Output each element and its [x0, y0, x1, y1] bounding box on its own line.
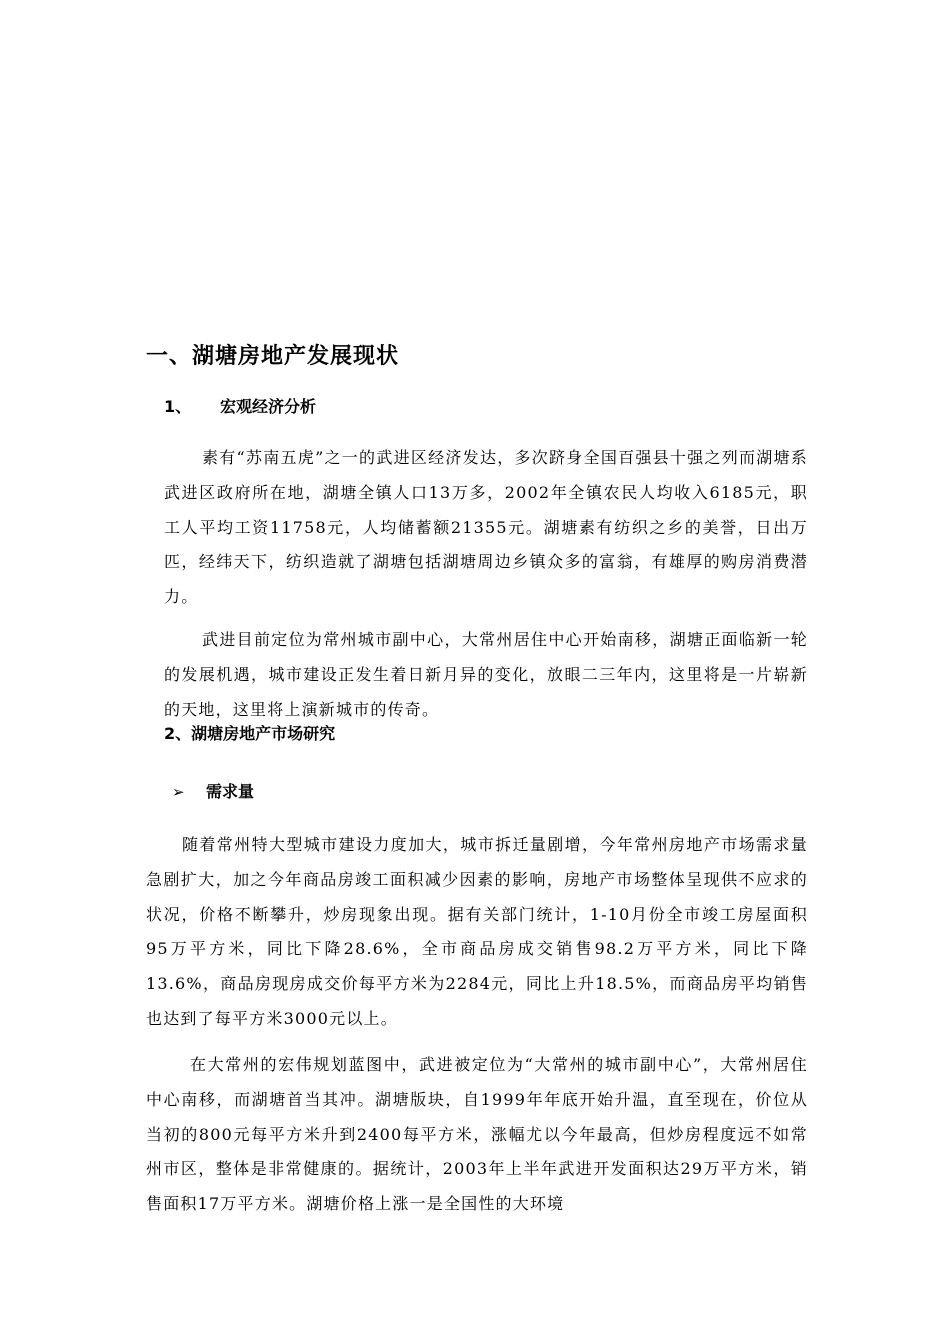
subsection-heading-macro — [164, 395, 316, 419]
subsection-title: 宏观经济分析 — [220, 397, 317, 416]
arrow-bullet-icon: ➢ — [172, 783, 185, 801]
section-title: 一、湖塘房地产发展现状 — [146, 344, 400, 369]
paragraph-macro-2: 武进目前定位为常州城市副中心，大常州居住中心开始南移，湖塘正面临新一轮的发展机遇，城市建设正发生着日新月异的变化，放眼二三年内，这里将是一片崭新的天地，这里将上演新城市的传奇。 — [164, 630, 808, 719]
paragraph-demand-1: 随着常州特大型城市建设力度加大，城市拆迁量剧增，今年常州房地产市场需求量急剧扩大，加之今年商品房竣工面积减少因素的影响，房地产市场整体呈现供不应求的状况，价格不断攀升，炒房现象出现。据有关部门统计，1-10月份全市竣工房屋面积95万平方米，同比下降28.6%，全市商品房成交销售98.2万平方米，同比下降13.6%，商品房现房成交价每平方米为2284元，同比上升18.5%，而商品房平均销售也达到了每平方米3000元以上。 — [146, 835, 808, 1028]
paragraph-macro-1: 素有“苏南五虎”之一的武进区经济发达，多次跻身全国百强县十强之列而湖塘系武进区政府所在地，湖塘全镇人口13万多，2002年全镇农民人均收入6185元，职工人平均工资11758元，人均储蓄额21355元。湖塘素有纺织之乡的美誉，日出万匹，经纬天下，纺织造就了湖塘包括湖塘周边乡镇众多的富翁，有雄厚的购房消费潜力。 — [164, 448, 808, 607]
subsection-heading-market: 2、湖塘房地产市场研究 — [164, 724, 336, 743]
bullet-heading-label: 需求量 — [206, 782, 255, 801]
paragraph-demand-2: 在大常州的宏伟规划蓝图中，武进被定位为“大常州的城市副中心”，大常州居住中心南移，而湖塘首当其冲。湖塘版块，自1999年年底开始升温，直至现在，价位从当初的800元每平方米升到2400每平方米，涨幅尤以今年最高，但炒房程度远不如常州市区，整体是非常健康的。据统计，2003年上半年武进开发面积达29万平方米，销售面积17万平方米。湖塘价格上涨一是全国性的大环境 — [146, 1055, 808, 1214]
subsection-number: 1、 — [164, 397, 192, 416]
bullet-heading-demand — [172, 780, 254, 804]
